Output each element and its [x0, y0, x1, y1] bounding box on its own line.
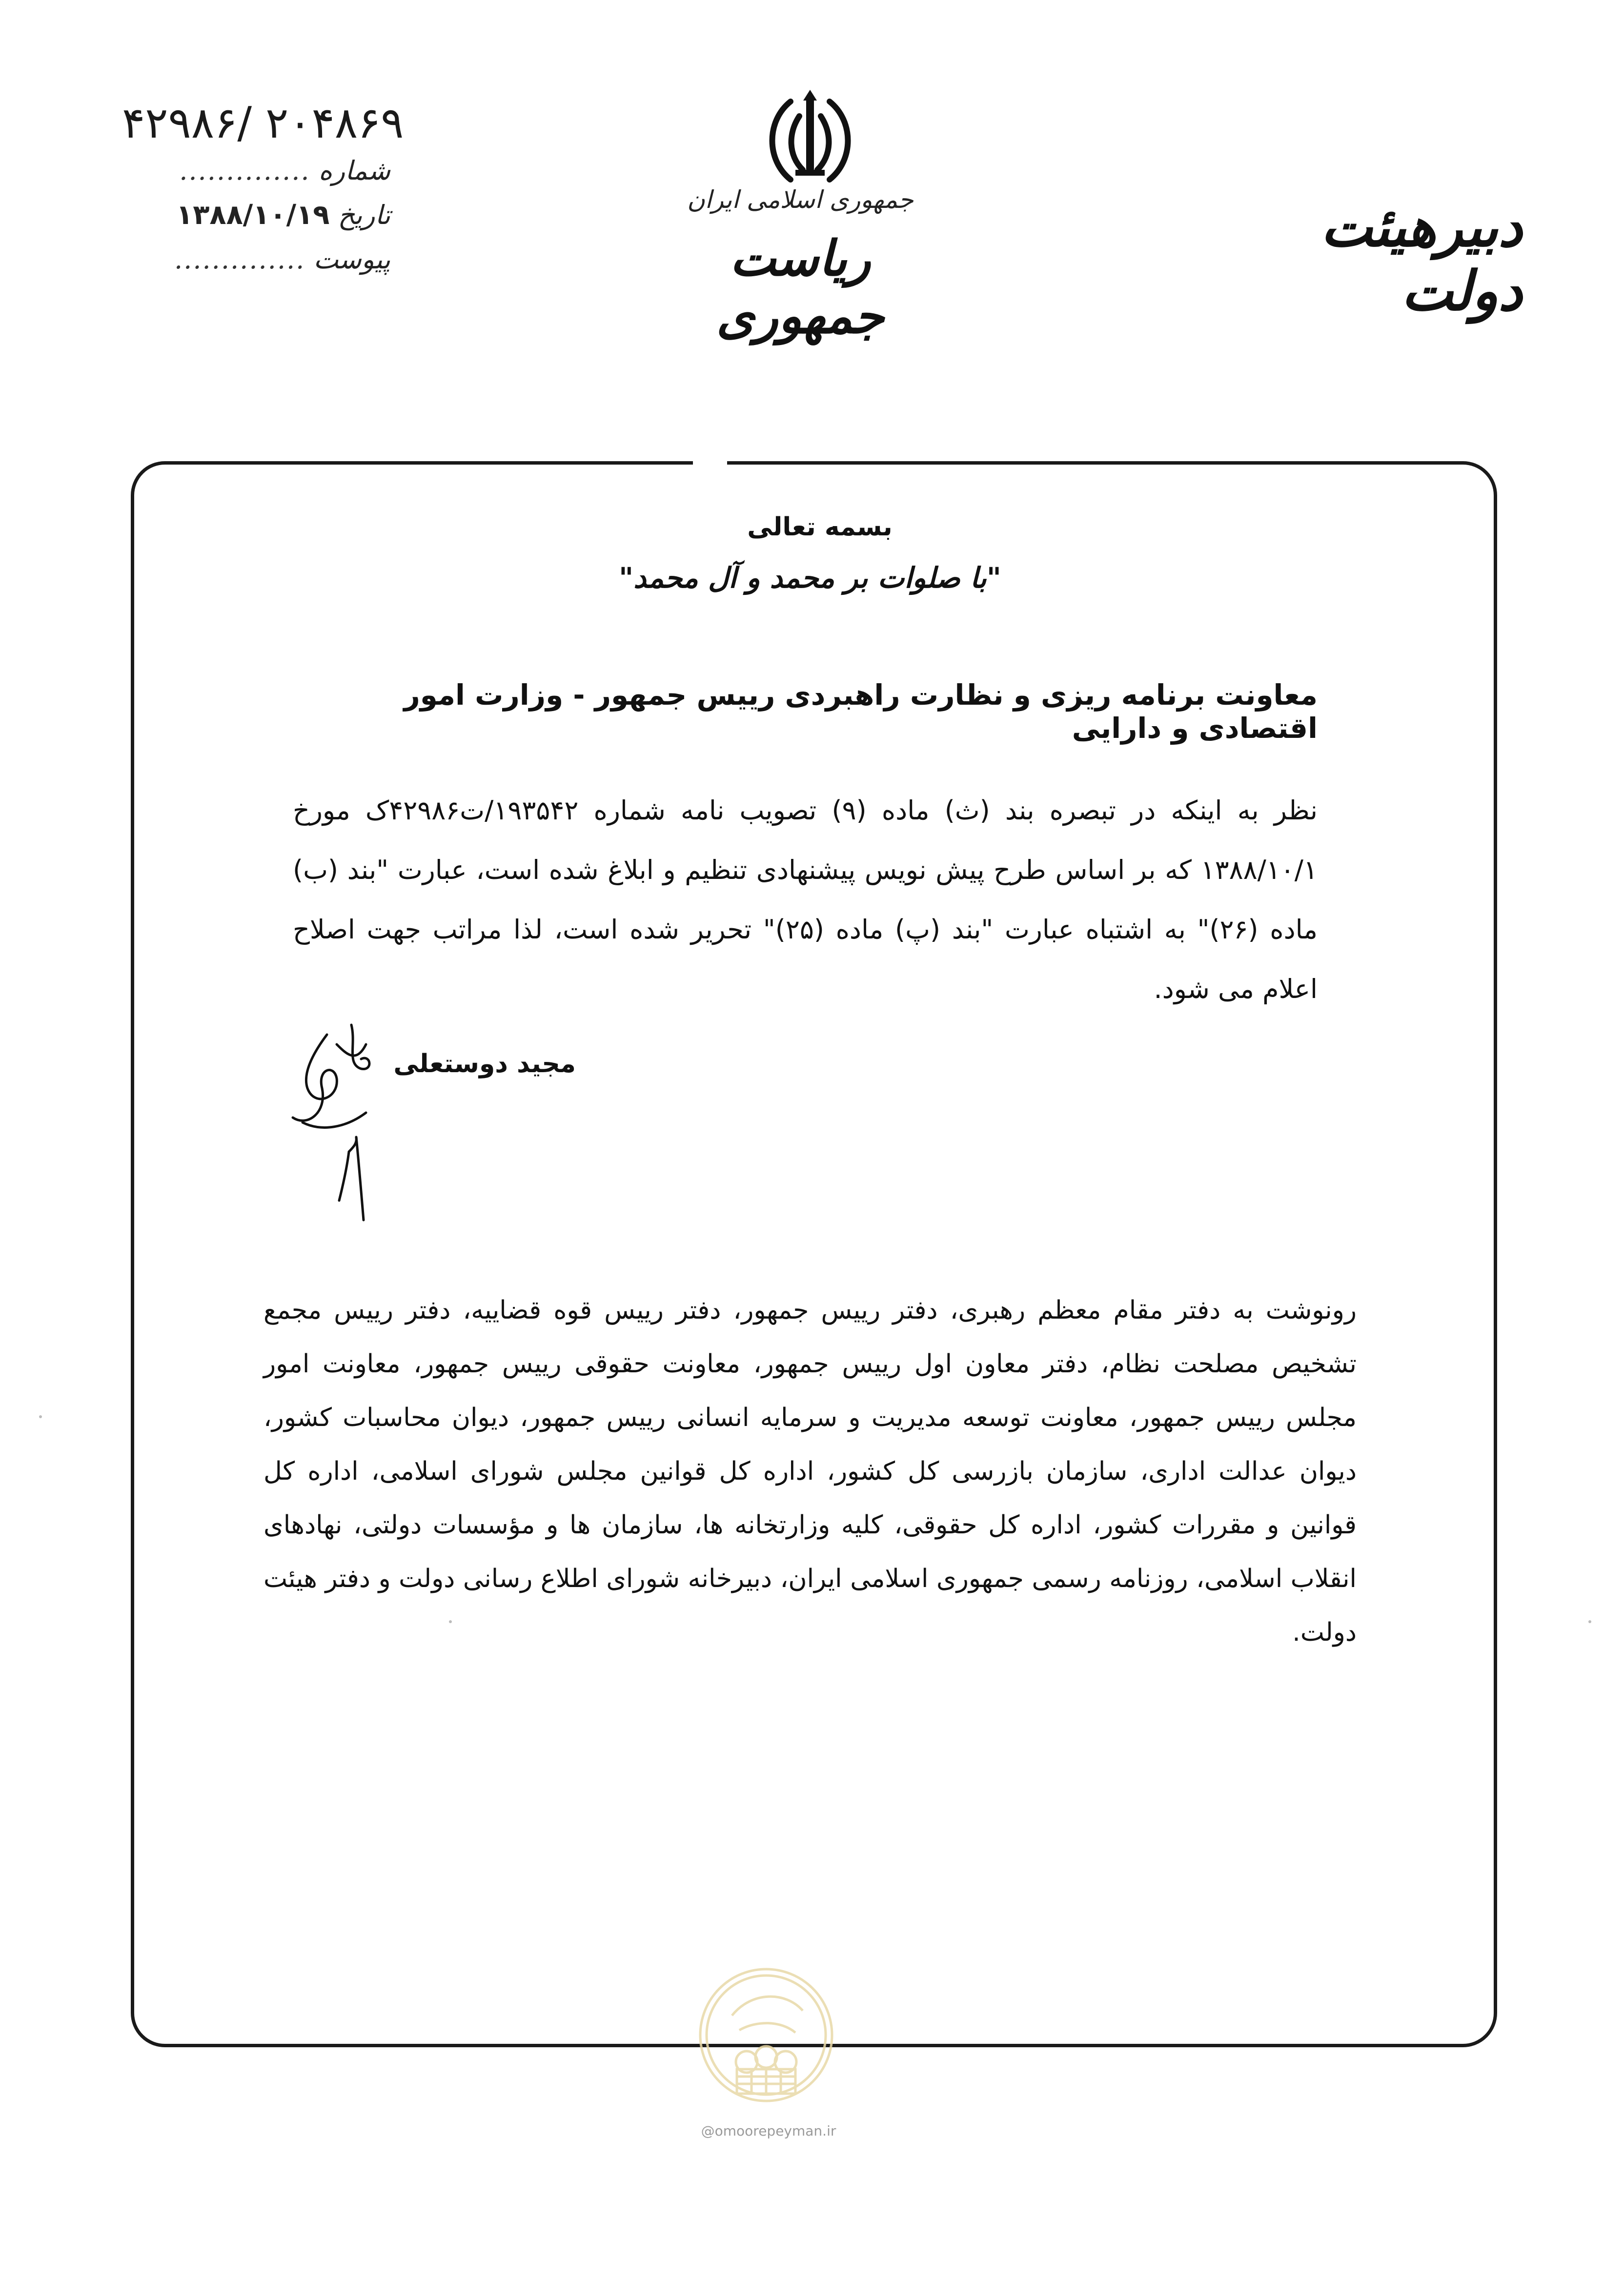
- letter-body: نظر به اینکه در تبصره بند (ث) ماده (۹) تصویب نامه شماره ۱۹۳۵۴۲/ت۴۲۹۸۶ک مورخ ۱۳۸۸/۱۰/۱ که بر اساس طرح پیش نویس پیشنهادی تنظیم و ابلاغ شده است، عبارت "بند (ب) ماده (۲۶)" به اشتباه عبارت "بند (پ) ماده (۲۵)" تحریر شده است، لذا مراتب جهت اصلاح اعلام می شود.: [293, 795, 1318, 1004]
- iran-emblem-icon: [761, 87, 859, 189]
- gear-watermark-icon: [693, 1962, 839, 2118]
- presidency-title: ریاست جمهوری: [716, 229, 884, 345]
- cc-list: رونوشت به دفتر مقام معظم رهبری، دفتر رییس جمهور، دفتر رییس قوه قضاییه، دفتر رییس مجمع تشخیص مصلحت نظام، دفتر معاون اول رییس جمهور، معاونت حقوقی رییس جمهور، معاونت امور مجلس رییس جمهور، معاونت توسعه مدیریت و سرمایه انسانی رییس جمهور، دیوان محاسبات کشور، دیوان عدالت اداری، سازمان بازرسی کل کشور، اداره کل قوانین مجلس شورای اسلامی، اداره کل قوانین و مقررات کشور، اداره کل حقوقی، کلیه وزارتخانه ها، سازمان ها و مؤسسات دولتی، نهادهای انقلاب اسلامی، روزنامه رسمی جمهوری اسلامی ایران، دبیرخانه شورای اطلاع رسانی دولت و دفتر هیئت دولت.: [264, 1296, 1357, 1647]
- scan-speck: [39, 1415, 42, 1418]
- date-value: ۱۳۸۸/۱۰/۱۹: [176, 199, 330, 231]
- number-row: [117, 155, 390, 186]
- number-label: شماره: [318, 155, 390, 186]
- letter-number: ۴۲۹۸۶/ ۲۰۴۸۶۹: [122, 98, 404, 148]
- bismillah: بسمه تعالی: [747, 512, 893, 542]
- watermark-url: @omoorepeyman.ir: [701, 2123, 836, 2139]
- date-row: [117, 199, 390, 231]
- attachment-dots: ..............: [174, 244, 305, 275]
- attachment-row: [117, 244, 390, 275]
- signer-name: مجید دوستعلی: [393, 1049, 576, 1079]
- scan-speck: [449, 1620, 452, 1623]
- number-dots: ..............: [179, 155, 310, 186]
- scan-speck: [1588, 1620, 1591, 1623]
- secretariat-title: دبیرهیئت دولت: [1320, 195, 1522, 323]
- frame-gap: [693, 458, 727, 468]
- attachment-label: پیوست: [313, 244, 390, 275]
- recipient-line: معاونت برنامه ریزی و نظارت راهبردی رییس جمهور - وزارت امور اقتصادی و دارایی: [404, 678, 1318, 745]
- handwritten-signature-icon: [254, 1015, 400, 1230]
- republic-name: جمهوری اسلامی ایران: [687, 185, 914, 214]
- date-label: تاریخ: [338, 200, 390, 230]
- salawat-line: "با صلوات بر محمد و آل محمد": [619, 561, 1001, 594]
